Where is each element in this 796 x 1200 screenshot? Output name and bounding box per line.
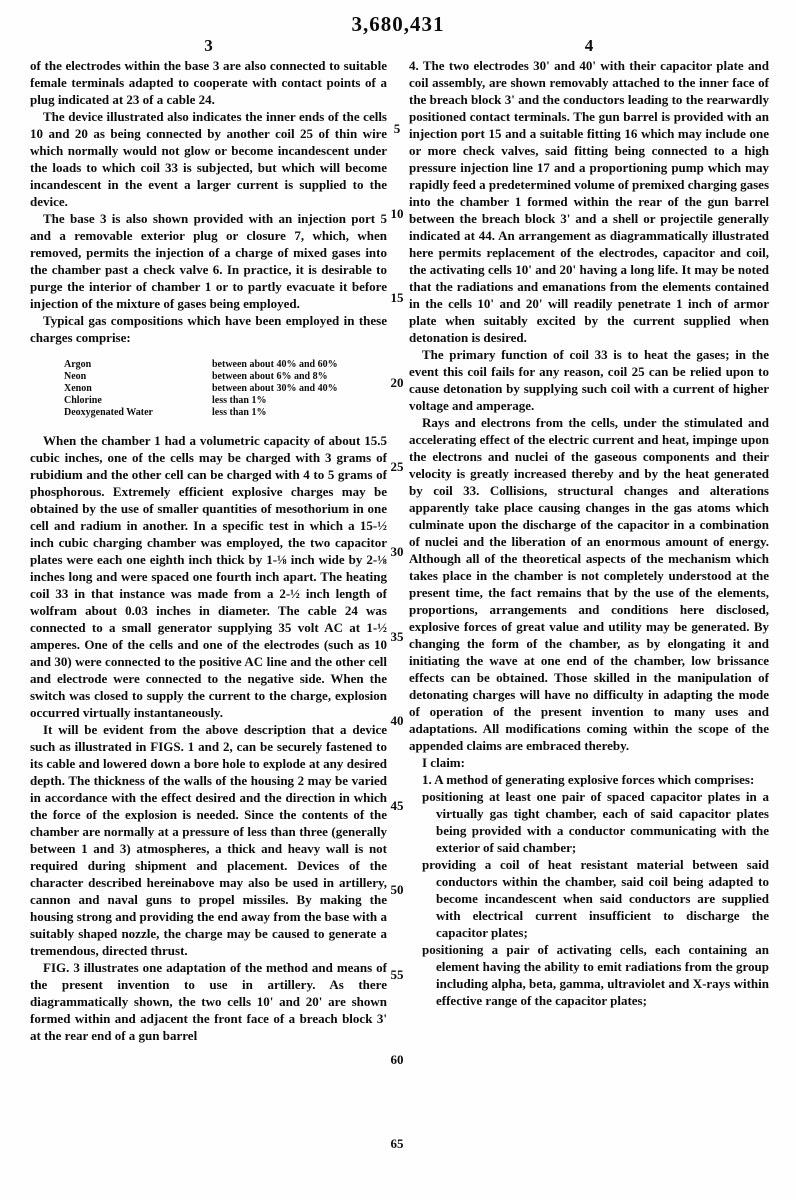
line-number: 25 <box>390 459 404 475</box>
paragraph: positioning at least one pair of spaced capacitor plates in a virtually gas tight chamber, each of said capacitor plates being provided with a conductor communicating with the exterior of said chamber; <box>422 789 769 855</box>
line-number: 50 <box>390 882 404 898</box>
table-row <box>64 371 387 383</box>
gas-name: Neon <box>64 371 87 382</box>
paragraph: providing a coil of heat resistant material between said conductors within the chamber, said coil being adapted to become incandescent when said conductors are supplied with electrical current insufficient to discharge the capacitor plates; <box>422 857 769 940</box>
line-number: 55 <box>390 967 404 982</box>
patent-number: 3,680,431 <box>351 12 445 36</box>
paragraph: 4. The two electrodes 30' and 40' with their capacitor plate and coil assembly, are shown removably attached to the inner face of the breach block 3' and the conductors leading to the rearwardly positioned contact terminals. The gun barrel is provided with an injection port 15 and a suitable fitting 16 which may include one or more check valves, said fitting being connected to a high pressure injection line 17 and a proportioning pump which may rapidly feed a predetermined volume of premixed charging gases into the chamber 1 formed within the rear of the gun barrel between the breach block 3' and a shell or projectile generally indicated at 44. An arrangement as diagrammatically illustrated here permits replacement of the electrodes, capacitor and coil, the activating cells 10' and 20' having a long life. It may be noted that the radiations and emanations from the elements contained in the cells 10' and 20' will readily penetrate 1 inch of armor plate when suitably excited by the current supplied when detonation is desired. <box>409 58 769 345</box>
gas-name: Chlorine <box>64 395 102 406</box>
line-number: 60 <box>390 1051 404 1067</box>
line-number: 35 <box>390 628 404 644</box>
paragraph: positioning a pair of activating cells, each containing an element having the ability to emit radiations from the group including alpha, beta, gamma, ultraviolet and X-rays within effective range of the capacitor plates; <box>422 942 769 1008</box>
column-number-right: 4 <box>584 36 594 55</box>
gas-name: Xenon <box>64 383 92 394</box>
gas-amount: between about 30% and 40% <box>212 383 338 394</box>
paragraph: It will be evident from the above description that a device such as illustrated in FIGS. 1 and 2, can be securely fastened to its cable and lowered down a bore hole to explode at any desired depth. The thickness of the walls of the housing 2 may be varied in accordance with the effect desired and the direction in which the force of the explosion is needed. Since the contents of the chamber are normally at a pressure of less than three (generally between 1 and 3) atmospheres, a thick and heavy wall is not required during shipment and placement. Devices of the character described hereinabove may also be used in artillery, cannon and naval guns to propel missiles. By making the housing strong and providing the end away from the base with a suitably shaped nozzle, the charge may be caused to generate a tremendous, directed thrust. <box>30 722 387 958</box>
paragraph: The device illustrated also indicates the inner ends of the cells 10 and 20 as being connected by another coil 25 of thin wire which normally would not glow or become incandescent under the loads to which coil 33 is subjected, but which will become incandescent in the event a larger current is supplied to the device. <box>30 109 387 209</box>
paragraph: Rays and electrons from the cells, under the stimulated and accelerating effect of the electric current and heat, impinge upon the electrons and nuclei of the gaseous components and their velocity is greatly increased thereby and by the heat generated by coil 33. Collisions, structural changes and alterations apparently take place causing changes in the gas atoms which culminate upon the discharge of the capacitor in a combination of nuclei and the liberation of an enormous amount of energy. Although all of the theoretical aspects of the mechanism which takes place in the chamber is not completely understood at the present time, the fact remains that by the use of the elements, proportions, arrangements and conditions here disclosed, explosive forces of great value and utility may be generated. By changing the form of the chamber, as by elongating it and initiating the wave at one end of the chamber, low brissance effects can be obtained. Those skilled in the manipulation of detonating charges will have no difficulty in adapting the mode of operation of the present invention to many uses and adaptations. All modifications coming within the scope of the appended claims are embraced thereby. <box>409 415 769 753</box>
column-right <box>409 57 769 1009</box>
line-number: 5 <box>393 121 401 136</box>
gas-amount: between about 6% and 8% <box>212 371 328 382</box>
paragraph: When the chamber 1 had a volumetric capacity of about 15.5 cubic inches, one of the cells may be charged with 3 grams of rubidium and the other cell can be charged with 4 to 5 grams of phosphorous. Extremely efficient explosive charges may be obtained by the use of smaller quantities of mesothorium in one cell and radium in another. In a specific test in which a 15-½ inch cubic charging chamber was employed, the two capacitor plates were each one eighth inch thick by 1-⅛ inch wide by 2-⅛ inches long and were spaced one fourth inch apart. The heating coil 33 in that instance was made from a 2-½ inch length of wolfram about 0.03 inches in diameter. The cable 24 was connected to a small generator supplying 35 volt AC at 1-½ amperes. One of the cells and one of the electrodes (such as 10 and 30) were connected to the positive AC line and the other cell and electrode were connected to the negative side. When the switch was closed to supply the current to the charge, explosion occurred virtually instantaneously. <box>30 433 387 720</box>
table-row <box>64 395 387 407</box>
line-number: 65 <box>390 1136 404 1152</box>
line-number: 40 <box>390 713 404 729</box>
paragraph: I claim: <box>422 755 465 770</box>
paragraph: The base 3 is also shown provided with an injection port 5 and a removable exterior plug or closure 7, which, when removed, permits the injection of a charge of mixed gases into the chamber past a check valve 6. In practice, it is desirable to purge the interior of chamber 1 or to partly evacuate it before injection of the mixture of gases being employed. <box>30 211 387 311</box>
line-number: 45 <box>390 797 404 813</box>
table-row <box>64 383 387 395</box>
table-row <box>64 407 387 419</box>
gas-amount: less than 1% <box>212 395 267 406</box>
line-number: 15 <box>390 290 404 306</box>
gas-name: Deoxygenated Water <box>64 407 153 418</box>
paragraph: Typical gas compositions which have been employed in these charges comprise: <box>30 313 387 345</box>
paragraph: 1. A method of generating explosive forces which comprises: <box>422 772 755 787</box>
line-number: 20 <box>390 374 404 390</box>
column-number-left: 3 <box>204 36 213 55</box>
paragraph: FIG. 3 illustrates one adaptation of the method and means of the present invention to use in artillery. As there diagrammatically shown, the two cells 10' and 20' are shown formed within and adjacent the front face of a breach block 3' at the rear end of a gun barrel <box>30 960 387 1043</box>
column-left <box>30 57 387 1044</box>
gas-composition-table <box>64 359 387 419</box>
gas-amount: less than 1% <box>212 407 267 418</box>
table-row <box>64 359 387 371</box>
line-number: 30 <box>390 544 404 559</box>
line-number: 10 <box>390 205 404 221</box>
gas-amount: between about 40% and 60% <box>212 359 338 370</box>
gas-name: Argon <box>64 359 92 370</box>
paragraph: of the electrodes within the base 3 are also connected to suitable female terminals adapted to cooperate with contact points of a plug indicated at 23 of a cable 24. <box>30 58 387 107</box>
paragraph: The primary function of coil 33 is to heat the gases; in the event this coil fails for any reason, coil 25 can be relied upon to cause detonation by supplying such coil with a current of higher voltage and amperage. <box>409 347 769 413</box>
